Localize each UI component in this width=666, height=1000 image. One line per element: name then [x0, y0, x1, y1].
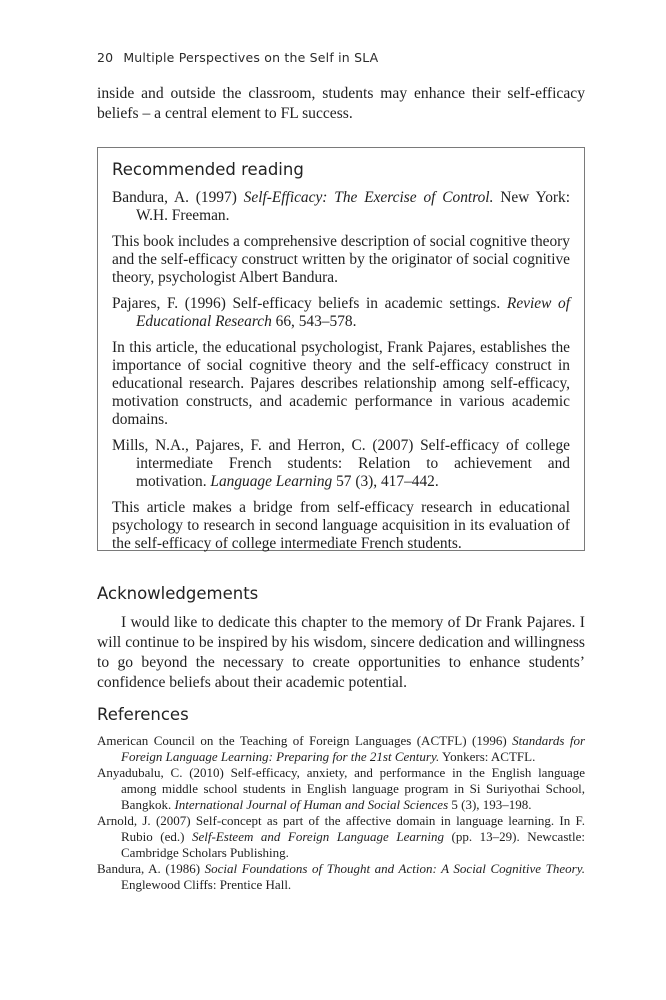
acknowledgements-paragraph: I would like to dedicate this chapter to the memory of Dr Frank Pajares. I will continue to be inspired by his wisdom, sincere dedication and willingness to go beyond the necessary to create opportunities to enhance students’ confidence beliefs about their academic potential. [97, 614, 585, 691]
recommended-reading-box [97, 147, 585, 551]
reading-entry: Pajares, F. (1996) Self-efficacy beliefs in academic settings. Review of Educational Research 66, 543–578. [112, 295, 570, 330]
reference-entry: Bandura, A. (1986) Social Foundations of Thought and Action: A Social Cognitive Theory. Englewood Cliffs: Prentice Hall. [97, 861, 585, 892]
reference-entry: Arnold, J. (2007) Self-concept as part of the affective domain in language learning. In F. Rubio (ed.) Self-Esteem and Foreign Language Learning (pp. 13–29). Newcastle: Cambridge Scholars Publishing. [97, 813, 585, 860]
recommended-reading-title: Recommended reading [112, 160, 304, 179]
reading-entry: Mills, N.A., Pajares, F. and Herron, C. (2007) Self-efficacy of college intermediate French students: Relation to achievement and motivation. Language Learning 57 (3), 417–442. [112, 437, 570, 490]
reading-annotation: This article makes a bridge from self-efficacy research in educational psychology to research in second language acquisition in its evaluation of the self-efficacy of college intermediate French students. [112, 499, 570, 552]
intro-paragraph: inside and outside the classroom, students may enhance their self-efficacy beliefs – a central element to FL success. [97, 85, 585, 122]
reading-annotation: In this article, the educational psychologist, Frank Pajares, establishes the importance of social cognitive theory and the self-efficacy construct in educational research. Pajares describes relationship among self-efficacy, motivation constructs, and academic performance in various academic domains. [112, 339, 570, 428]
reading-entry: Bandura, A. (1997) Self-Efficacy: The Exercise of Control. New York: W.H. Freeman. [112, 189, 570, 224]
acknowledgements-heading: Acknowledgements [97, 584, 259, 603]
reference-entry: Anyadubalu, C. (2010) Self-efficacy, anxiety, and performance in the English language among middle school students in English language program in Si Suriyothai School, Bangkok. International Journal of Human and Social Sciences 5 (3), 193–198. [97, 765, 585, 812]
running-head [97, 50, 378, 65]
references-list [97, 733, 585, 893]
running-head-title: Multiple Perspectives on the Self in SLA [123, 50, 379, 65]
references-heading: References [97, 705, 189, 724]
reference-entry: American Council on the Teaching of Foreign Languages (ACTFL) (1996) Standards for Foreign Language Learning: Preparing for the 21st Century. Yonkers: ACTFL. [97, 733, 585, 764]
page-number: 20 [97, 50, 114, 65]
reading-annotation: This book includes a comprehensive description of social cognitive theory and the self-efficacy construct written by the originator of social cognitive theory, psychologist Albert Bandura. [112, 233, 570, 286]
